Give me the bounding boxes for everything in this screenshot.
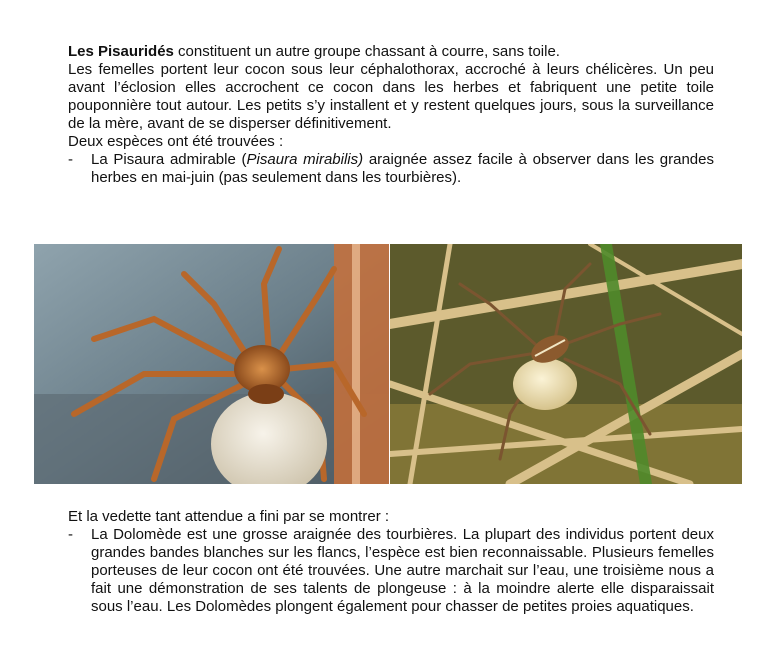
list-item-dolomede — [68, 526, 714, 616]
intro-line — [68, 43, 714, 61]
bullet-dash: - — [68, 526, 73, 543]
item-text-post: araignée assez facile à observer dans les grandes herbes en mai-juin (pas seulement dans les tourbières). — [91, 151, 714, 186]
text-section-dolomede — [68, 508, 714, 616]
spider-photo-right — [390, 244, 742, 484]
text-section-pisaurides — [68, 43, 714, 187]
photo-pisaura-straw — [390, 244, 742, 484]
list-item-pisaura — [68, 151, 714, 187]
section2-intro: Et la vedette tant attendue a fini par se montrer : — [68, 508, 390, 525]
photo-row — [34, 244, 742, 484]
spider-photo-left — [34, 244, 389, 484]
species-intro: Deux espèces ont été trouvées : — [68, 133, 284, 150]
item-text: La Dolomède est une grosse araignée des tourbières. La plupart des individus portent deux grandes bandes blanches sur les flancs, l’espèce est bien reconnaissable. Plusieurs femelles porteuses de leur cocon ont été trouvées. Une autre marchait sur l’eau, une troisième nous a fait une démonstration de ses talents de plongeuse : à la moindre alerte elle disparaissait sous l’eau. Les Dolomèdes plongent également pour chasser de petites proies aquatiques. — [91, 526, 714, 615]
item-text-pre: La Pisaura admirable ( — [91, 151, 247, 168]
section-heading: Les Pisauridés — [68, 43, 174, 60]
photo-pisaura-glass — [34, 244, 389, 484]
bullet-dash: - — [68, 151, 73, 168]
description-paragraph: Les femelles portent leur cocon sous leur céphalothorax, accroché à leurs chélicères. Un peu avant l’éclosion elles accrochent ce cocon dans les herbes et fabriquent une petite toile pouponnière tout autour. Les petits s’y installent et y restent quelques jours, sous la surveillance de la mère, avant de se disperser définitivement. — [68, 61, 714, 132]
species-latin-name: Pisaura mirabilis) — [246, 151, 364, 168]
intro-rest: constituent un autre groupe chassant à courre, sans toile. — [173, 43, 560, 60]
